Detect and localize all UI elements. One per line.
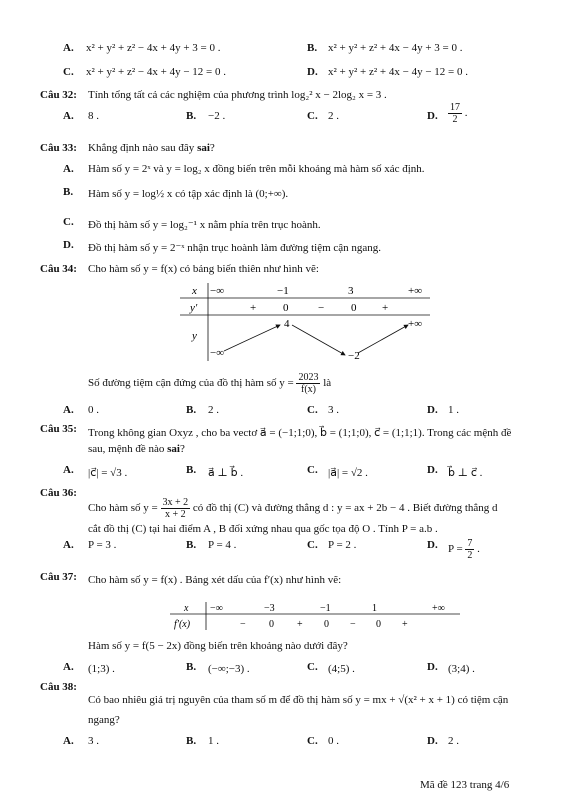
y-value: −2 [348,350,360,362]
question-label: Câu 38: [40,681,77,693]
sign: 0 [376,619,381,630]
x-value: +∞ [408,285,423,297]
option-text: Đồ thị hàm số y = log₂⁻¹ x nằm phía trên trục hoành. [88,219,321,231]
option-letter: D. [427,661,438,673]
option-text: 1 . [208,735,219,747]
sign: 0 [324,619,329,630]
option-letter: A. [63,661,74,673]
sign: + [250,302,257,314]
x-value: 1 [372,603,377,614]
sign: − [350,619,356,630]
question-label: Câu 32: [40,89,77,101]
x-value: −∞ [210,603,223,614]
option-letter: B. [186,404,197,416]
question-text: cắt đồ thị (C) tại hai điểm A , B đối xứng nhau qua gốc tọa độ O . Tính P = a.b . [88,523,438,535]
option-text: 3 . [328,404,339,416]
option-text: x² + y² + z² − 4x + 4y − 12 = 0 . [86,66,226,78]
x-value: −1 [277,285,289,297]
x-value: −∞ [210,285,225,297]
y-value: 4 [284,318,290,330]
sign: + [382,302,389,314]
option-letter: B. [307,42,318,54]
option-text: 0 . [328,735,339,747]
question-text: Cho hàm số y = f(x) . Bảng xét dấu của f′(x) như hình vẽ: [88,574,342,586]
option-letter: C. [63,66,74,78]
option-text: 0 . [88,404,99,416]
option-fraction: $\frac{17}{2}$ . [450,102,468,125]
page-footer: Mã đề 123 trang 4/6 [420,779,510,791]
option-letter: C. [307,539,318,551]
question-text: Khẳng định nào sau đây sai? [88,142,215,154]
sign: 0 [283,302,289,314]
question-label: Câu 37: [40,571,77,583]
x-value: −1 [320,603,331,614]
option-text: (3;4) . [448,663,475,675]
option-text: 2 . [208,404,219,416]
option-letter: D. [427,464,438,476]
option-letter: D. [427,404,438,416]
option-letter: C. [307,735,318,747]
option-letter: A. [63,110,74,122]
option-letter: D. [427,110,438,122]
option-letter: B. [186,661,197,673]
variation-table [180,281,430,363]
sign-table [170,600,460,632]
sign: − [318,302,325,314]
fprime-header: f′(x) [174,619,191,630]
option-text: −2 . [208,110,226,122]
sign: 0 [269,619,274,630]
option-text: 2 . [328,110,339,122]
option-letter: A. [63,404,74,416]
y-header: y [192,330,197,342]
option-text: P = 4 . [208,539,237,551]
question-text: Cho hàm số y = $\frac{3x + 2}{x + 2}$ có đồ thị (C) và đường thẳng d : y = ax + 2b − 4 . Biết đường thẳng d [88,497,498,520]
question-text: Có bao nhiêu giá trị nguyên của tham số m để đồ thị hàm số y = mx + √(x² + x + 1) có tiệm cận [88,694,509,706]
decrease-arrow [292,325,345,355]
increase-arrow [358,325,408,353]
question-text: Trong không gian Oxyz , cho ba vectơ a⃗ = (−1;1;0), b⃗ = (1;1;0), c⃗ = (1;1;1). Trong các mệnh đề [88,427,512,439]
option-text: x² + y² + z² + 4x − 4y − 12 = 0 . [328,66,468,78]
option-text: |c⃗| = √3 . [88,467,128,479]
option-text: Hàm số y = 2ˣ và y = log₂ x đồng biến trên mỗi khoảng mà hàm số xác định. [88,163,425,175]
option-letter: B. [186,735,197,747]
sign: + [402,619,408,630]
x-value: +∞ [432,603,445,614]
option-letter: A. [63,42,74,54]
option-letter: D. [427,539,438,551]
option-text: 8 . [88,110,99,122]
option-letter: A. [63,735,74,747]
question-label: Câu 35: [40,423,77,435]
option-text: |a⃗| = √2 . [328,467,368,479]
question-text: Số đường tiệm cận đứng của đồ thị hàm số y = $\frac{2023}{f(x)}$ là [88,372,332,395]
option-letter: B. [186,110,197,122]
option-letter: C. [307,464,318,476]
option-letter: B. [63,186,74,198]
question-text: Cho hàm số y = f(x) có bảng biến thiên như hình vẽ: [88,263,319,275]
x-value: −3 [264,603,275,614]
option-letter: A. [63,163,74,175]
y-value: +∞ [408,318,423,330]
question-text: ngang? [88,714,120,726]
option-letter: C. [307,661,318,673]
x-header: x [192,285,197,297]
option-text: x² + y² + z² + 4x − 4y + 3 = 0 . [328,42,463,54]
y-value: −∞ [210,347,225,359]
increase-arrow [224,325,280,351]
x-header: x [184,603,189,614]
sign: 0 [351,302,357,314]
option-letter: D. [427,735,438,747]
question-label: Câu 36: [40,487,77,499]
option-letter: C. [63,216,74,228]
option-text: P = 3 . [88,539,117,551]
option-text: a⃗ ⊥ b⃗ . [208,467,244,479]
option-letter: A. [63,539,74,551]
option-text: b⃗ ⊥ c⃗ . [448,467,483,479]
option-text: (1;3) . [88,663,115,675]
yprime-header: y′ [190,302,198,314]
option-fraction: P = $\frac{7}{2}$ . [448,538,480,561]
option-letter: B. [186,539,197,551]
option-text: 1 . [448,404,459,416]
option-text: P = 2 . [328,539,357,551]
question-text: Tính tổng tất cả các nghiệm của phương trình log₂² x − 2log₂ x = 3 . [88,89,387,101]
option-letter: D. [307,66,318,78]
option-text: 2 . [448,735,459,747]
option-text: Đồ thị hàm số y = 2⁻ˣ nhận trục hoành làm đường tiệm cận ngang. [88,242,382,254]
question-label: Câu 34: [40,263,77,275]
question-text: Hàm số y = f(5 − 2x) đồng biến trên khoảng nào dưới đây? [88,640,348,652]
option-text: x² + y² + z² − 4x + 4y + 3 = 0 . [86,42,221,54]
option-letter: C. [307,110,318,122]
option-text: (4;5) . [328,663,355,675]
x-value: 3 [348,285,354,297]
option-text: 3 . [88,735,99,747]
option-letter: C. [307,404,318,416]
question-label: Câu 33: [40,142,77,154]
sign: + [297,619,303,630]
option-letter: B. [186,464,197,476]
option-text: (−∞;−3) . [208,663,250,675]
option-text: Hàm số y = log½ x có tập xác định là (0;+∞). [88,188,289,200]
question-text: sau, mệnh đề nào sai? [88,443,185,455]
sign: − [240,619,246,630]
option-letter: A. [63,464,74,476]
option-letter: D. [63,239,74,251]
